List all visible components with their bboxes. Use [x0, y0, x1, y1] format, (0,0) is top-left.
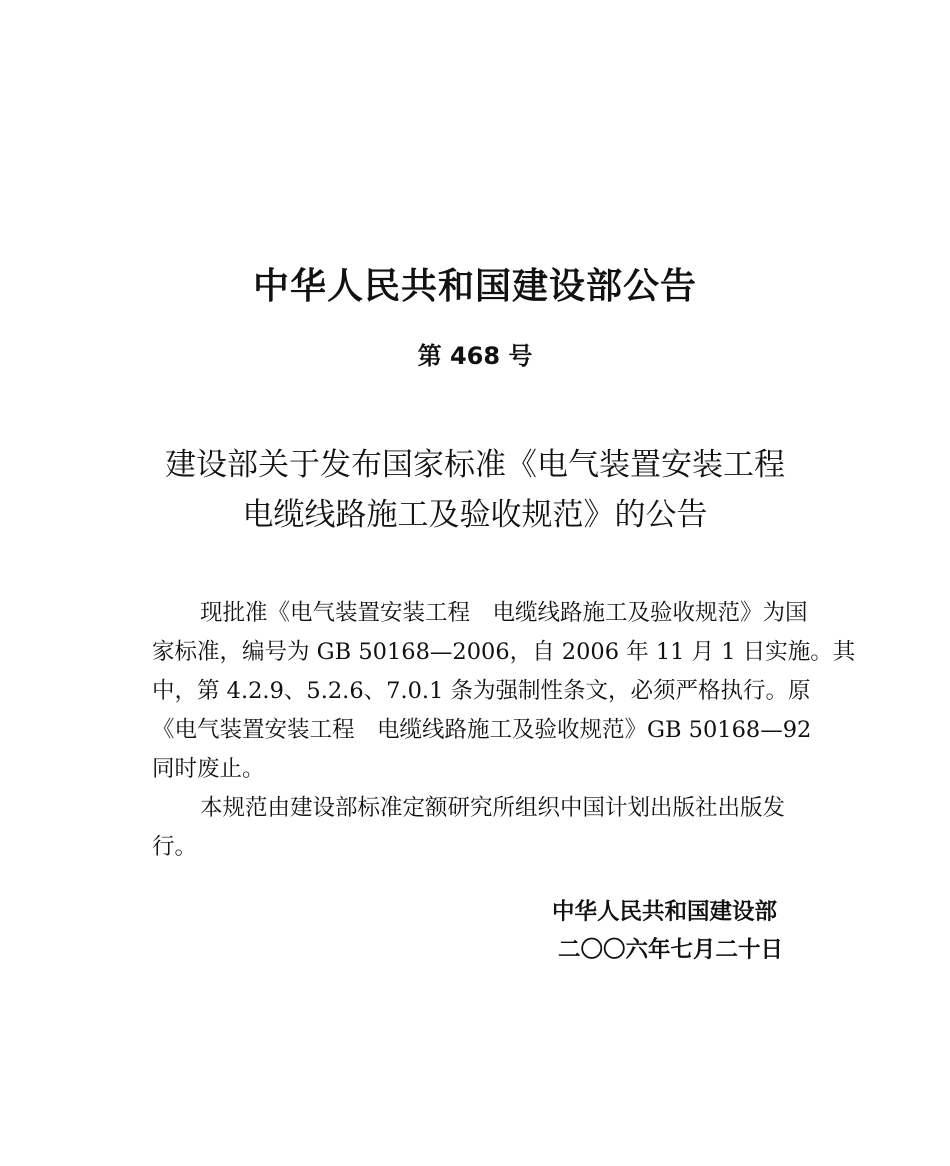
announcement-subtitle	[0, 440, 950, 540]
body-line: 家标准，编号为 GB 50168—2006，自 2006 年 11 月 1 日实施。其	[152, 639, 856, 665]
announcement-number: 第 468 号	[417, 342, 533, 370]
body-line: 行。	[152, 834, 198, 860]
announcement-body	[152, 594, 857, 867]
subtitle-line-2: 电缆线路施工及验收规范》的公告	[242, 497, 708, 533]
issuer-name: 中华人民共和国建设部	[552, 899, 778, 925]
body-line: 同时废止。	[152, 756, 265, 782]
subtitle-line-1: 建设部关于发布国家标准《电气装置安装工程	[165, 447, 785, 483]
issue-date: 二〇〇六年七月二十日	[558, 937, 784, 963]
body-line: 本规范由建设部标准定额研究所组织中国计划出版社出版发	[200, 795, 786, 821]
body-line: 《电气装置安装工程 电缆线路施工及验收规范》GB 50168—92	[152, 717, 812, 743]
signature-block	[552, 893, 783, 969]
page-title: 中华人民共和国建设部公告	[252, 266, 697, 307]
body-line: 中，第 4.2.9、5.2.6、7.0.1 条为强制性条文，必须严格执行。原	[152, 678, 811, 704]
body-line: 现批准《电气装置安装工程 电缆线路施工及验收规范》为国	[200, 600, 808, 626]
